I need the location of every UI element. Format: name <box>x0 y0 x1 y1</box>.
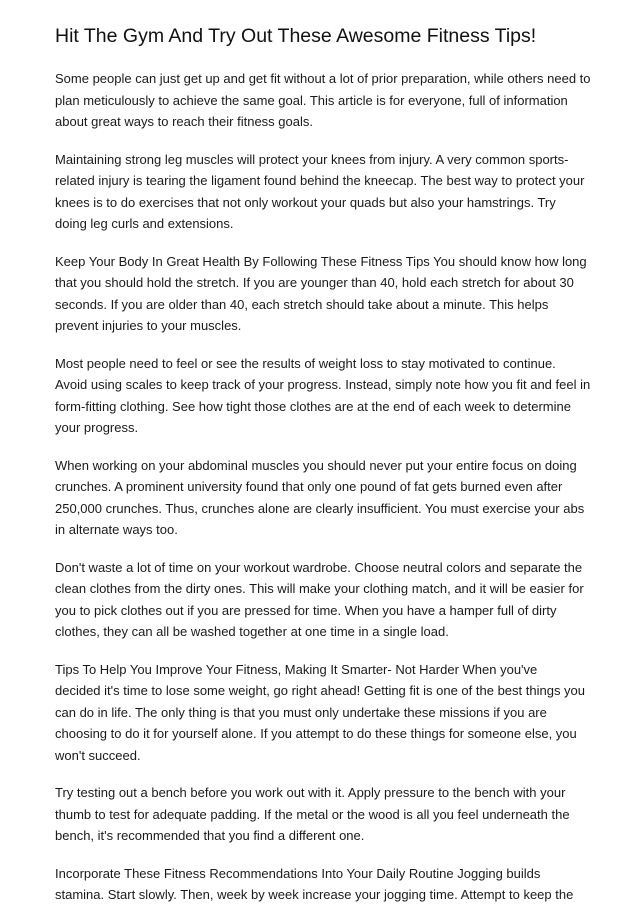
paragraph-line: Avoid using scales to keep track of your progress. Instead, simply note how you fit and feel in <box>55 377 591 392</box>
paragraph-line: stamina. Start slowly. Then, week by week increase your jogging time. Attempt to keep the <box>55 887 574 902</box>
paragraph-line: Most people need to feel or see the results of weight loss to stay motivated to continue. <box>55 355 556 371</box>
paragraph-line: knees is to do exercises that not only workout your quads but also your hamstrings. Try <box>55 194 556 210</box>
body-paragraph <box>55 251 590 337</box>
paragraph-line: about great ways to reach their fitness goals. <box>55 114 313 129</box>
paragraph-line: Keep Your Body In Great Health By Following These Fitness Tips You should know how long <box>55 253 587 269</box>
paragraph-line: you to pick clothes out if you are pressed for time. When you have a hamper full of dirty <box>55 602 557 618</box>
paragraph-line: in alternate ways too. <box>55 522 178 537</box>
paragraph-line: doing leg curls and extensions. <box>55 216 234 231</box>
paragraph-line: Incorporate These Fitness Recommendations Into Your Daily Routine Jogging builds <box>55 865 541 881</box>
paragraph-line: choosing to do it for yourself alone. If you attempt to do these things for someone else, you <box>55 726 577 741</box>
paragraph-line: form-fitting clothing. See how tight those clothes are at the end of each week to determine <box>55 398 571 414</box>
page-title: Hit The Gym And Try Out These Awesome Fitness Tips! <box>55 25 537 47</box>
body-paragraph <box>55 863 590 906</box>
body-paragraph <box>55 353 590 439</box>
body-paragraph <box>55 149 590 235</box>
body-paragraph <box>55 455 590 541</box>
paragraph-line: related injury is tearing the ligament found behind the kneecap. The best way to protect your <box>55 173 585 188</box>
paragraph-line: decided it's time to lose some weight, go right ahead! Getting fit is one of the best things you <box>55 683 586 698</box>
paragraph-line: When working on your abdominal muscles you should never put your entire focus on doing <box>55 457 577 473</box>
paragraph-line: 250,000 crunches. Thus, crunches alone are clearly insufficient. You must exercise your abs <box>55 500 585 516</box>
body-paragraph <box>55 68 590 133</box>
paragraph-line: can do in life. The only thing is that you must only undertake these missions if you are <box>55 704 547 720</box>
document-page <box>55 22 590 922</box>
body-paragraph <box>55 557 590 643</box>
paragraph-line: seconds. If you are older than 40, each stretch should take about a minute. This helps <box>55 296 549 312</box>
paragraph-line: thumb to test for adequate padding. If the metal or the wood is all you feel underneath the <box>55 806 570 822</box>
body-paragraph <box>55 659 590 767</box>
paragraph-line: plan meticulously to achieve the same goal. This article is for everyone, full of information <box>55 92 568 108</box>
paragraph-line: Don't waste a lot of time on your workout wardrobe. Choose neutral colors and separate the <box>55 559 583 575</box>
paragraph-line: bench, it's recommended that you find a different one. <box>55 828 365 843</box>
paragraph-line: crunches. A prominent university found that only one pound of fat gets burned even after <box>55 479 563 494</box>
paragraph-line: won't succeed. <box>55 747 141 763</box>
paragraph-line: Tips To Help You Improve Your Fitness, Making It Smarter- Not Harder When you've <box>55 661 538 677</box>
paragraph-line: that you should hold the stretch. If you are younger than 40, hold each stretch for about 30 <box>55 275 574 290</box>
document-body <box>55 68 590 906</box>
paragraph-line: Maintaining strong leg muscles will protect your knees from injury. A very common sports- <box>55 151 569 167</box>
body-paragraph <box>55 782 590 847</box>
paragraph-line: Some people can just get up and get fit without a lot of prior preparation, while others need to <box>55 71 591 86</box>
paragraph-line: clean clothes from the dirty ones. This will make your clothing match, and it will be easier for <box>55 581 584 596</box>
paragraph-line: your progress. <box>55 420 139 435</box>
paragraph-line: Try testing out a bench before you work out with it. Apply pressure to the bench with your <box>55 785 566 800</box>
paragraph-line: prevent injuries to your muscles. <box>55 318 242 333</box>
paragraph-line: clothes, they can all be washed together at one time in a single load. <box>55 624 449 639</box>
